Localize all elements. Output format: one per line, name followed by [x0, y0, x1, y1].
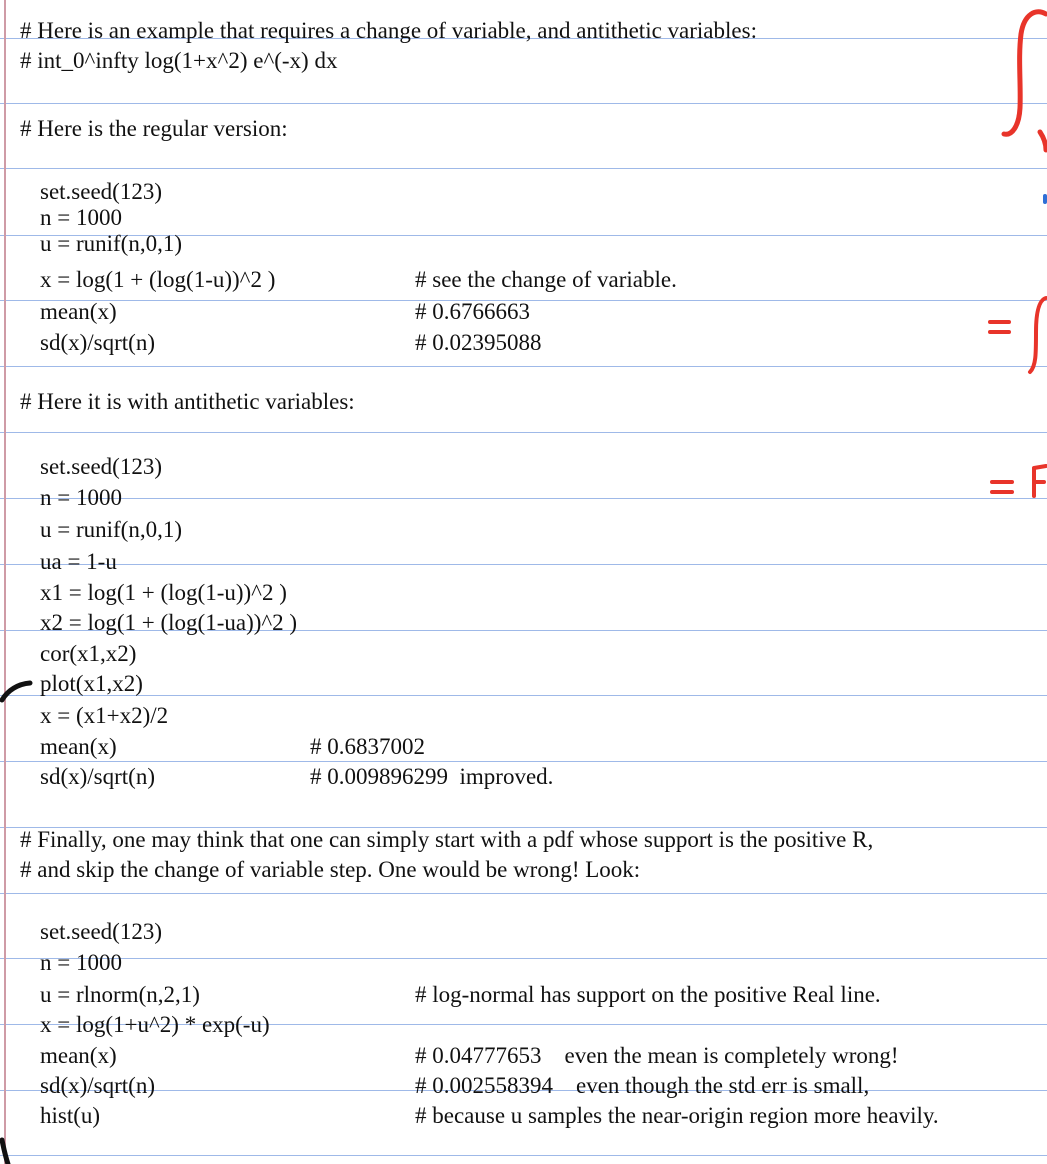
code-comment: # 0.6837002	[310, 734, 425, 759]
code-line: u = rlnorm(n,2,1)	[40, 982, 200, 1007]
code-line: x = log(1+u^2) * exp(-u)	[40, 1012, 270, 1037]
code-line: set.seed(123)	[40, 454, 162, 479]
code-line: x2 = log(1 + (log(1-ua))^2 )	[40, 610, 298, 635]
comment-line: # and skip the change of variable step. One would be wrong! Look:	[20, 857, 641, 882]
code-line: x1 = log(1 + (log(1-u))^2 )	[40, 580, 287, 605]
comment-line: # Here is an example that requires a change of variable, and antithetic variables:	[20, 18, 757, 43]
code-line: u = runif(n,0,1)	[40, 517, 182, 542]
comment-line: # Here is the regular version:	[20, 116, 288, 141]
comment-line: # Finally, one may think that one can simply start with a pdf whose support is the positive R,	[20, 827, 874, 852]
code-line: mean(x)	[40, 1043, 117, 1068]
code-comment: # 0.04777653 even the mean is completely wrong!	[415, 1043, 899, 1068]
code-comment: # because u samples the near-origin region more heavily.	[415, 1103, 939, 1128]
black-ink-curve	[2, 1140, 8, 1164]
code-line: mean(x)	[40, 299, 117, 324]
code-line: n = 1000	[40, 205, 122, 230]
code-line: set.seed(123)	[40, 179, 162, 204]
code-line: set.seed(123)	[40, 919, 162, 944]
black-ink-curve	[2, 683, 30, 700]
code-line: u = runif(n,0,1)	[40, 231, 182, 256]
code-line: x = (x1+x2)/2	[40, 703, 169, 728]
code-line: sd(x)/sqrt(n)	[40, 330, 155, 355]
code-comment: # log-normal has support on the positive Real line.	[415, 982, 881, 1007]
code-comment: # 0.02395088	[415, 330, 542, 355]
code-line: x = log(1 + (log(1-u))^2 )	[40, 267, 276, 292]
code-line: n = 1000	[40, 485, 122, 510]
code-comment: # 0.6766663	[415, 299, 530, 324]
code-line: ua = 1-u	[40, 549, 117, 574]
code-line: mean(x)	[40, 734, 117, 759]
comment-line: # Here it is with antithetic variables:	[20, 389, 355, 414]
red-integral-sign	[1004, 12, 1046, 150]
code-line: n = 1000	[40, 950, 122, 975]
code-comment: # 0.002558394 even though the std err is small,	[415, 1073, 870, 1098]
comment-line: # int_0^infty log(1+x^2) e^(-x) dx	[20, 48, 338, 73]
code-comment: # see the change of variable.	[415, 267, 677, 292]
code-line: cor(x1,x2)	[40, 641, 137, 666]
red-equals-integral	[990, 298, 1046, 372]
red-equals-sign	[992, 466, 1046, 496]
code-line: sd(x)/sqrt(n)	[40, 1073, 155, 1098]
code-line: hist(u)	[40, 1103, 101, 1128]
code-line: sd(x)/sqrt(n)	[40, 764, 155, 789]
code-line: plot(x1,x2)	[40, 671, 143, 696]
code-comment: # 0.009896299 improved.	[310, 764, 554, 789]
